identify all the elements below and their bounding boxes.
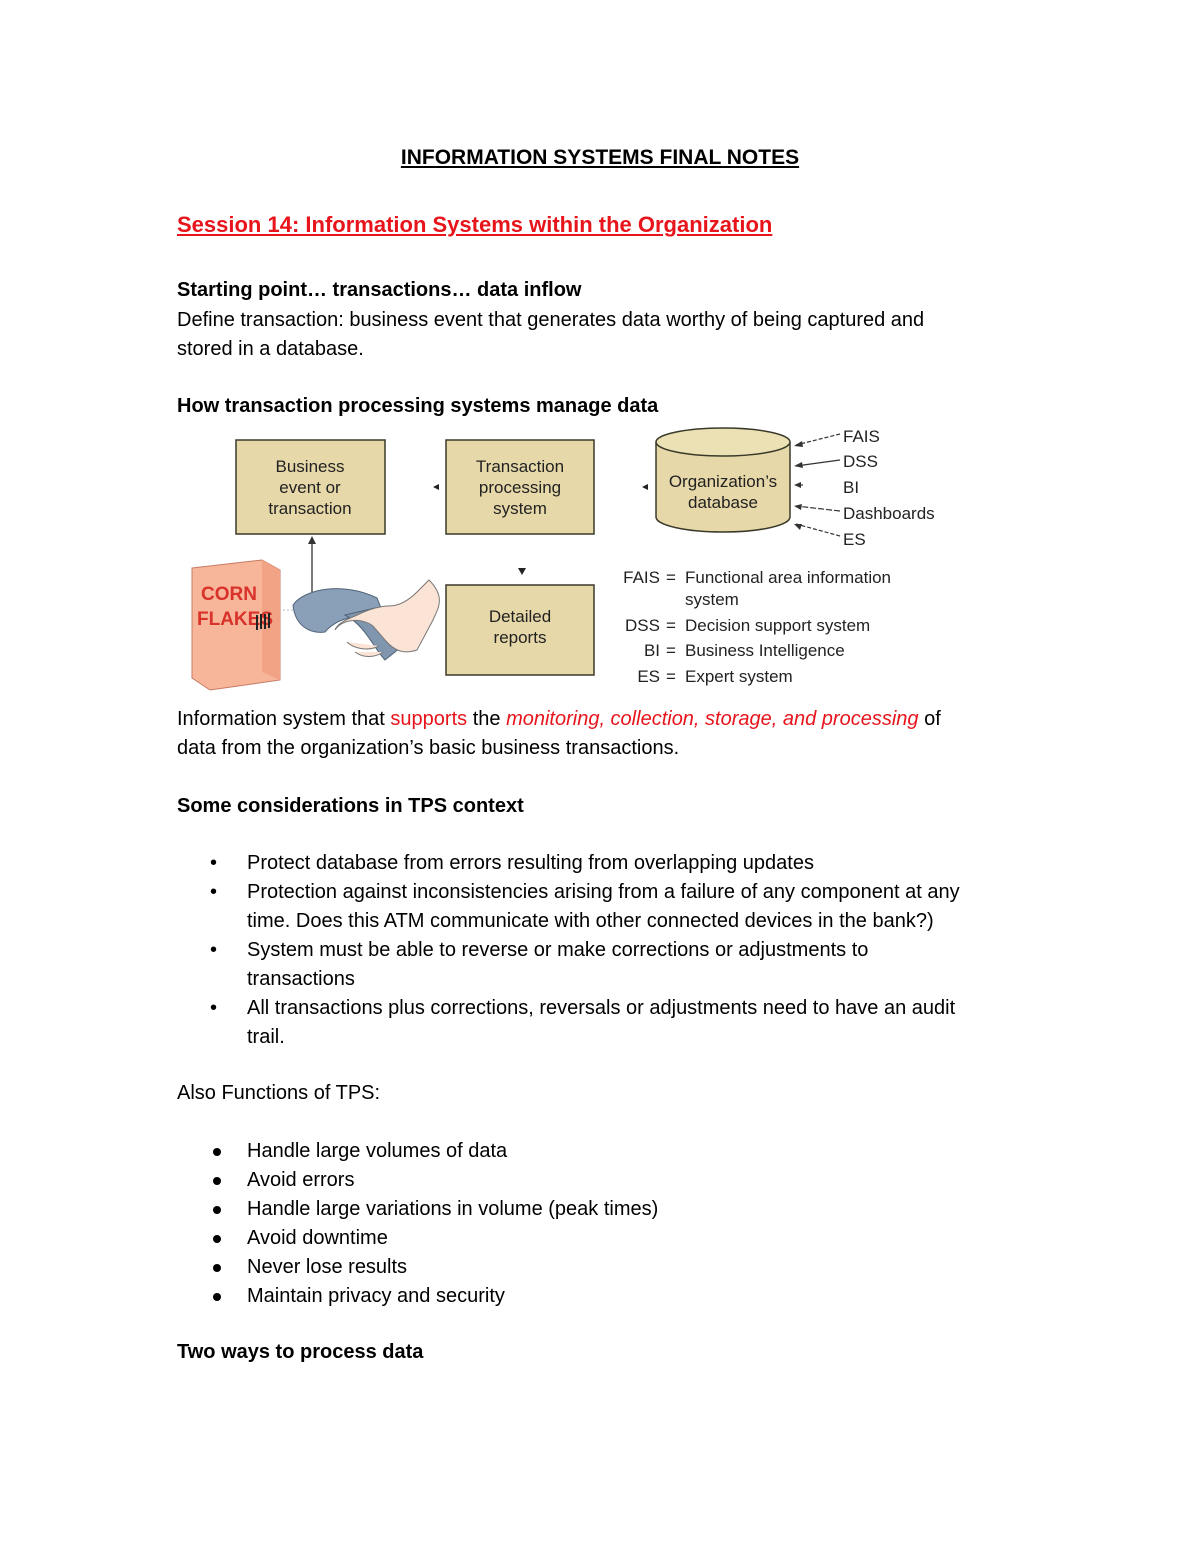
legend-eq-bi: = (666, 641, 676, 660)
info-system-line2: data from the organization’s basic business transactions. (177, 737, 680, 759)
list-item: Handle large variations in volume (peak times) (177, 1195, 1037, 1224)
legend-eq-dss: = (666, 616, 676, 635)
legend-def-bi: Business Intelligence (685, 641, 845, 660)
tps-label-3: system (493, 499, 547, 518)
reports-label-2: reports (493, 628, 547, 647)
list-item: Never lose results (177, 1253, 1037, 1282)
arrow-to-db-icon (642, 484, 648, 490)
legend-def2-fais: system (685, 590, 739, 609)
output-fais: FAIS (843, 427, 880, 446)
heading-starting-point: Starting point… transactions… data inflow (177, 279, 582, 301)
legend (623, 568, 891, 686)
legend-eq-fais: = (666, 568, 676, 587)
document-title: INFORMATION SYSTEMS FINAL NOTES (400, 146, 800, 169)
legend-abbr-es: ES (637, 667, 660, 686)
corn-label: CORN (201, 584, 257, 605)
functions-list (177, 1137, 1037, 1311)
info-monitoring: monitoring, collection, storage, and processing (506, 708, 919, 730)
output-es: ES (843, 530, 866, 549)
database-cylinder (656, 428, 790, 532)
reports-label-1: Detailed (488, 607, 552, 626)
info-text-b: the (467, 708, 507, 730)
business-event-box (236, 440, 385, 534)
database-label-1: Organization’s (668, 472, 778, 491)
list-item: • System must be able to reverse or make corrections or adjustments to transactions (210, 939, 869, 990)
heading-how-tps: How transaction processing systems manage data (177, 395, 659, 417)
info-supports: supports (390, 708, 468, 730)
define-transaction-line2: stored in a database. (177, 338, 364, 360)
tps-label-2: processing (478, 478, 562, 497)
define-transaction-line1: Define transaction: business event that generates data worthy of being captured and (177, 309, 925, 331)
legend-def-dss: Decision support system (685, 616, 871, 635)
list-item: Avoid errors (177, 1166, 1037, 1195)
legend-abbr-bi: BI (643, 641, 660, 660)
list-item: • All transactions plus corrections, reversals or adjustments need to have an audit trail. (210, 997, 956, 1048)
business-event-label-1: Business (275, 457, 345, 476)
considerations-list (177, 849, 1037, 1052)
info-text-c: of (918, 708, 941, 730)
list-item: • Protection against inconsistencies arising from a failure of any component at any time. Does this ATM communicate with other connected devices in the bank?) (210, 881, 960, 932)
list-item: Avoid downtime (177, 1224, 1037, 1253)
info-system-line1 (177, 705, 941, 734)
flakes-label: FLAKES (197, 609, 273, 630)
tps-diagram (185, 420, 965, 695)
output-dss: DSS (843, 452, 878, 471)
heading-two-ways: Two ways to process data (177, 1341, 424, 1363)
legend-abbr-dss: DSS (625, 616, 660, 635)
business-event-label-3: transaction (268, 499, 352, 518)
legend-abbr-fais: FAIS (623, 568, 660, 587)
list-item: • Protect database from errors resulting from overlapping updates (210, 852, 814, 874)
detailed-reports-box (446, 585, 594, 675)
info-text-a: Information system that (177, 708, 391, 730)
arrow-to-tps-icon (433, 484, 439, 490)
output-bi: BI (843, 478, 860, 497)
tps-label-1: Transaction (475, 457, 565, 476)
legend-def-fais: Functional area information (685, 568, 892, 587)
output-arrows (796, 434, 840, 536)
legend-def-es: Expert system (685, 667, 793, 686)
heading-considerations: Some considerations in TPS context (177, 795, 524, 817)
database-label-2: database (688, 493, 758, 512)
also-functions-label: Also Functions of TPS: (177, 1082, 381, 1104)
list-item: Maintain privacy and security (177, 1282, 1037, 1311)
arrow-to-reports-icon (518, 568, 526, 575)
legend-eq-es: = (666, 667, 676, 686)
list-item: Handle large volumes of data (177, 1137, 1037, 1166)
tps-box (446, 440, 594, 534)
arrow-to-business-icon (308, 536, 316, 544)
corn-flakes-box (192, 560, 280, 690)
business-event-label-2: event or (279, 478, 341, 497)
output-dashboards: Dashboards (843, 504, 935, 523)
session-heading: Session 14: Information Systems within the Organization (177, 212, 773, 237)
